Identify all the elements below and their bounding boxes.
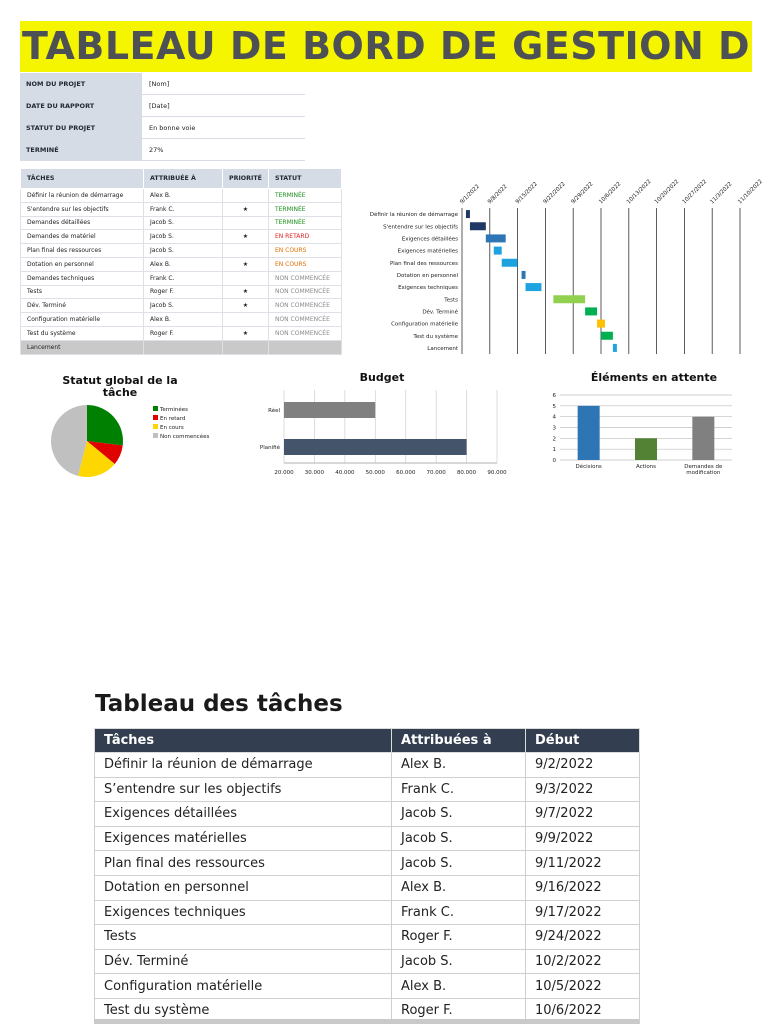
table-row	[95, 826, 640, 851]
task-name: Demandes de matériel	[21, 230, 144, 244]
task-assignee: Frank C.	[392, 900, 526, 925]
title-banner	[20, 21, 752, 72]
gantt-bar	[526, 283, 542, 291]
gantt-task-label: Lancement	[427, 345, 458, 352]
legend-label: En cours	[160, 425, 184, 431]
table-row	[95, 974, 640, 999]
info-key: STATUT DU PROJET	[20, 117, 143, 139]
gantt-tick-label: 11/3/2022	[709, 181, 734, 206]
table-row	[21, 244, 342, 258]
task-assignee: Alex B.	[392, 974, 526, 999]
task-name: Définir la réunion de démarrage	[95, 753, 392, 778]
empty-cell	[144, 340, 223, 354]
task-assignee: Jacob S.	[144, 244, 223, 258]
pending-tick-label: 4	[552, 414, 556, 421]
legend-swatch	[153, 406, 158, 411]
pending-items-chart	[545, 368, 745, 488]
info-value: [Nom]	[143, 73, 306, 95]
pending-tick-label: 3	[552, 425, 556, 432]
gantt-tick-label: 9/22/2022	[542, 181, 567, 206]
info-key: NOM DU PROJET	[20, 73, 143, 95]
task-status: NON COMMENCÉE	[268, 326, 341, 340]
gantt-tick-label: 9/29/2022	[570, 181, 595, 206]
task-status: TERMINÉE	[268, 189, 341, 203]
info-value: [Date]	[143, 95, 306, 117]
gantt-task-label: Exigences détaillées	[401, 236, 458, 243]
priority-star-icon: ★	[223, 202, 269, 216]
task-start-date: 9/17/2022	[526, 900, 640, 925]
pending-tick-label: 1	[552, 447, 556, 454]
gantt-task-label: Tests	[444, 297, 458, 304]
empty-cell	[268, 340, 341, 354]
tasks-column-header: Tâches	[95, 729, 392, 753]
task-start-date: 10/2/2022	[526, 949, 640, 974]
pending-tick-label: 0	[552, 458, 556, 464]
task-status: NON COMMENCÉE	[268, 285, 341, 299]
gantt-task-label: Définir la réunion de démarrage	[369, 212, 458, 219]
info-row	[20, 73, 305, 95]
budget-category-label: Réel	[268, 408, 280, 414]
pie-chart	[30, 368, 250, 488]
budget-category-label: Planifié	[259, 445, 280, 451]
task-name: Définir la réunion de démarrage	[21, 189, 144, 203]
task-assignee: Roger F.	[392, 998, 526, 1023]
info-value: 27%	[143, 139, 306, 161]
priority-star-icon: ★	[223, 230, 269, 244]
info-key: DATE DU RAPPORT	[20, 95, 143, 117]
budget-tick-label: 70.000	[426, 470, 446, 476]
pending-bar	[578, 406, 600, 460]
task-assignee: Alex B.	[392, 753, 526, 778]
budget-chart	[250, 368, 530, 488]
pending-bar	[635, 438, 657, 460]
task-name: Exigences techniques	[95, 900, 392, 925]
legend-swatch	[153, 415, 158, 420]
budget-tick-label: 80.000	[456, 470, 477, 476]
empty-cell	[223, 340, 269, 354]
priority-star-icon	[223, 189, 269, 203]
table-row	[21, 313, 342, 327]
table-row	[95, 925, 640, 950]
task-assignee: Jacob S.	[144, 216, 223, 230]
task-name: Lancement	[21, 340, 144, 354]
table-row	[21, 340, 342, 354]
project-info-table	[20, 73, 305, 161]
gantt-task-label: S'entendre sur les objectifs	[383, 224, 458, 231]
task-status: TERMINÉE	[268, 216, 341, 230]
pending-category-label: Décisions	[575, 464, 602, 470]
gantt-bar	[494, 247, 502, 255]
table-row	[95, 777, 640, 802]
task-status: NON COMMENCÉE	[268, 271, 341, 285]
priority-star-icon: ★	[223, 285, 269, 299]
task-status: TERMINÉE	[268, 202, 341, 216]
task-status-table	[20, 168, 342, 355]
budget-title: Budget	[359, 371, 405, 384]
legend-swatch	[153, 424, 158, 429]
gantt-task-label: Exigences matérielles	[397, 248, 458, 255]
priority-star-icon	[223, 244, 269, 258]
task-name: Exigences matérielles	[95, 826, 392, 851]
tasks-column-header: Attribuées à	[392, 729, 526, 753]
task-start-date: 9/2/2022	[526, 753, 640, 778]
task-status: NON COMMENCÉE	[268, 299, 341, 313]
priority-star-icon	[223, 271, 269, 285]
gantt-tick-label: 9/1/2022	[459, 183, 481, 206]
gantt-bar	[585, 307, 597, 315]
budget-tick-label: 40.000	[335, 470, 355, 476]
task-column-header: STATUT	[268, 169, 341, 189]
task-name: Plan final des ressources	[95, 851, 392, 876]
table-row	[95, 851, 640, 876]
task-assignee: Roger F.	[144, 285, 223, 299]
gantt-task-label: Dotation en personnel	[396, 272, 458, 279]
gantt-task-label: Test du système	[413, 333, 458, 340]
legend-swatch	[153, 433, 158, 438]
task-start-date: 9/24/2022	[526, 925, 640, 950]
info-key: TERMINÉ	[20, 139, 143, 161]
task-name: Tests	[95, 925, 392, 950]
gantt-bar	[522, 271, 526, 279]
budget-bar	[284, 402, 375, 418]
table-row	[95, 900, 640, 925]
task-assignee: Jacob S.	[144, 299, 223, 313]
gantt-bar	[613, 344, 617, 352]
legend-label: En retard	[160, 416, 186, 422]
task-name: Dév. Terminé	[21, 299, 144, 313]
budget-tick-label: 30.000	[304, 470, 325, 476]
table-footer-strip	[94, 1019, 639, 1024]
pending-category-label-line2: modification	[686, 470, 721, 476]
task-start-date: 9/16/2022	[526, 875, 640, 900]
budget-tick-label: 60.000	[396, 470, 416, 476]
task-start-date: 9/11/2022	[526, 851, 640, 876]
task-assignee: Jacob S.	[392, 802, 526, 827]
task-column-header: TÂCHES	[21, 169, 144, 189]
info-row	[20, 139, 305, 161]
gantt-tick-label: 10/6/2022	[598, 181, 623, 206]
task-name: S'entendre sur les objectifs	[21, 202, 144, 216]
task-column-header: ATTRIBUÉE À	[144, 169, 223, 189]
page-title: TABLEAU DE BORD DE GESTION D	[22, 24, 751, 68]
budget-tick-label: 20.000	[274, 470, 294, 476]
gantt-tick-label: 10/20/2022	[653, 178, 681, 206]
gantt-bar	[486, 234, 506, 242]
task-assignee: Jacob S.	[392, 949, 526, 974]
budget-tick-label: 50.000	[365, 470, 385, 476]
table-row	[21, 202, 342, 216]
gantt-bar	[597, 320, 605, 328]
gantt-task-label: Exigences techniques	[398, 285, 458, 292]
task-name: Test du système	[21, 326, 144, 340]
pending-category-label: Actions	[635, 464, 657, 470]
gantt-tick-label: 9/15/2022	[514, 181, 539, 206]
task-name: Dotation en personnel	[21, 257, 144, 271]
task-name: Dév. Terminé	[95, 949, 392, 974]
task-assignee: Alex B.	[144, 189, 223, 203]
task-name: Demandes techniques	[21, 271, 144, 285]
legend-label: Non commencées	[160, 434, 210, 440]
gantt-bar	[466, 210, 470, 218]
pending-bar	[692, 417, 714, 460]
tasks-heading: Tableau des tâches	[95, 691, 343, 717]
table-row	[21, 189, 342, 203]
gantt-chart	[345, 168, 764, 358]
table-row	[95, 949, 640, 974]
pending-title: Éléments en attente	[590, 371, 718, 384]
pie-title: Statut global de la	[62, 374, 178, 387]
gantt-tick-label: 10/13/2022	[625, 178, 653, 206]
priority-star-icon	[223, 313, 269, 327]
gantt-task-label: Dév. Terminé	[422, 309, 458, 316]
table-row	[21, 326, 342, 340]
gantt-task-label: Plan final des ressources	[389, 260, 458, 267]
task-name: Configuration matérielle	[21, 313, 144, 327]
table-row	[21, 271, 342, 285]
task-status: EN COURS	[268, 257, 341, 271]
priority-star-icon: ★	[223, 257, 269, 271]
task-assignee: Jacob S.	[392, 851, 526, 876]
table-row	[21, 230, 342, 244]
task-name: Configuration matérielle	[95, 974, 392, 999]
task-start-date: 9/9/2022	[526, 826, 640, 851]
task-start-date: 10/5/2022	[526, 974, 640, 999]
gantt-bar	[502, 259, 518, 267]
info-value: En bonne voie	[143, 117, 306, 139]
pending-tick-label: 5	[552, 403, 556, 410]
task-status: EN RETARD	[268, 230, 341, 244]
pending-tick-label: 6	[552, 393, 556, 399]
task-name: Tests	[21, 285, 144, 299]
task-start-date: 9/3/2022	[526, 777, 640, 802]
task-name: Test du système	[95, 998, 392, 1023]
task-column-header: PRIORITÉ	[223, 169, 269, 189]
gantt-task-label: Configuration matérielle	[391, 321, 458, 328]
priority-star-icon	[223, 216, 269, 230]
table-row	[21, 216, 342, 230]
gantt-bar	[553, 295, 585, 303]
gantt-bar	[470, 222, 486, 230]
table-row	[21, 299, 342, 313]
budget-tick-label: 90.000	[487, 470, 507, 476]
info-row	[20, 117, 305, 139]
task-status: EN COURS	[268, 244, 341, 258]
task-assignee: Frank C.	[392, 777, 526, 802]
gantt-tick-label: 11/10/2022	[737, 178, 764, 206]
tasks-column-header: Début	[526, 729, 640, 753]
pie-title-line2: tâche	[102, 386, 138, 399]
task-assignee: Alex B.	[144, 313, 223, 327]
pending-tick-label: 2	[552, 436, 556, 443]
task-name: Plan final des ressources	[21, 244, 144, 258]
legend-label: Terminées	[160, 407, 188, 413]
task-name: S’entendre sur les objectifs	[95, 777, 392, 802]
info-row	[20, 95, 305, 117]
task-name: Dotation en personnel	[95, 875, 392, 900]
pie-slice	[87, 405, 123, 446]
tasks-table	[94, 728, 640, 1024]
task-name: Demandes détaillées	[21, 216, 144, 230]
task-name: Exigences détaillées	[95, 802, 392, 827]
task-assignee: Roger F.	[392, 925, 526, 950]
task-assignee: Jacob S.	[392, 826, 526, 851]
gantt-bar	[601, 332, 613, 340]
priority-star-icon: ★	[223, 299, 269, 313]
task-assignee: Jacob S.	[144, 230, 223, 244]
pending-category-label: Demandes de	[684, 464, 723, 470]
table-row	[21, 285, 342, 299]
table-row	[95, 753, 640, 778]
task-status: NON COMMENCÉE	[268, 313, 341, 327]
table-row	[21, 257, 342, 271]
table-row	[95, 802, 640, 827]
gantt-tick-label: 9/8/2022	[486, 183, 509, 206]
priority-star-icon: ★	[223, 326, 269, 340]
budget-bar	[284, 439, 467, 455]
gantt-tick-label: 10/27/2022	[681, 178, 709, 206]
task-assignee: Alex B.	[392, 875, 526, 900]
table-row	[95, 875, 640, 900]
task-assignee: Frank C.	[144, 202, 223, 216]
task-assignee: Roger F.	[144, 326, 223, 340]
task-assignee: Frank C.	[144, 271, 223, 285]
task-assignee: Alex B.	[144, 257, 223, 271]
task-start-date: 10/6/2022	[526, 998, 640, 1023]
task-start-date: 9/7/2022	[526, 802, 640, 827]
